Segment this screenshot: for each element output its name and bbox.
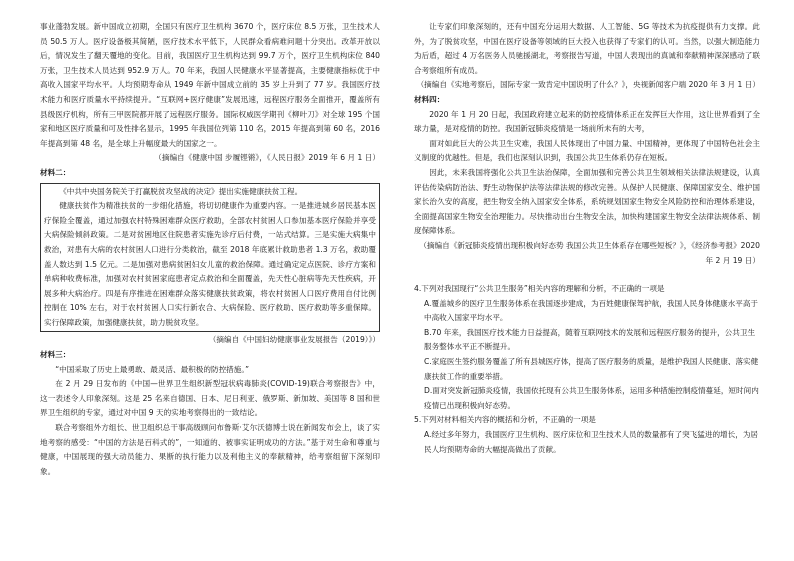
material-heading: 材料二： [40, 167, 71, 177]
option-b: B.70 年来，我国医疗技术能力日益提高，随着互联网技术的发展和远程医疗服务的提升，公共卫生服务整体水平正不断提升。 [424, 327, 756, 352]
option-c: C.家庭医生签约服务覆盖了所有县城医疗体，提高了医疗服务的质量，是维护我国人民健康、落实健康扶贫工作的重要举措。 [424, 357, 759, 381]
question-5: 5.下列对材料相关内容的概括和分析，不正确的一项是 [414, 415, 596, 425]
option-d: D.面对突发新冠肺炎疫情，我国依托现有公共卫生服务体系，运用多种措施控制疫情蔓延，短时间内疫情已出现积极向好态势。 [424, 386, 759, 410]
left-column [40, 20, 380, 479]
paragraph: 让专家们印象深刻的，还有中国充分运用大数据、人工智能、5G 等技术为抗疫提供有力支撑。此外，为了脱贫攻坚，中国在医疗设备等领域的巨大投入也获得了专家们的认可。当然，以强大制造能力为后盾，超过 4 万名医务人员驰援湖北，考察报告写道，中国人表现出的真诚和奉献精神深深感动了联合考察组所有成员。 [414, 22, 760, 75]
paragraph: 健康扶贫作为精准扶贫的一步细化措施，将切切健康作为重要内容。一是推进城乡居民基本医疗保险全覆盖，通过加强农村特殊困难群众医疗救助，全部农村贫困人口参加基本医疗保险并享受大病保险倾斜政策。二是对贫困地区住院患者实施先诊疗后付费，一站式结算。三是实施大病集中救治，对患有大病的农村贫困人口进行分类救治，截至 2018 年底累计救助患者 1.3 万名，救助覆盖人数达到 1.5 亿元。二是加强对患病贫困妇女儿童的救治保障。通过确定定点医院、诊疗方案和单病种收费标准，加强对农村贫困家庭患者定点救治和全面覆盖，先天性心脏病等先天性疾病，开展多种大病治疗。四是有序推进在困难群众落实健康扶贫政策，将农村贫困人口医疗费用自付比例控制在 10% 左右，对于农村贫困人口实行新农合、大病保险、医疗救助、医疗救助等多重保障。实行保障政策，加强健康扶贫，助力脱贫攻坚。 [44, 201, 376, 327]
paragraph: 在 2 月 29 日发布的《中国—世界卫生组织新型冠状病毒肺炎(COVID-19)联合考察报告》中，这一表述令人印象深刻。这是 25 名来自德国、日本、尼日利亚、俄罗斯、新加坡、美国等 8 国和世界卫生组织的专家，通过对中国 9 天的实地考察得出的一致结论。 [40, 379, 380, 418]
source-citation: （摘编自《中国妇幼健康事业发展报告（2019）》） [208, 335, 380, 345]
material-box [40, 183, 380, 333]
option-a: A.经过多年努力，我国医疗卫生机构、医疗床位和卫生技术人员的数量都有了突飞猛进的增长，为居民人均预期寿命的大幅提高做出了贡献。 [424, 430, 759, 454]
source-citation: （摘编自《实地考察后，国际专家一致肯定中国说明了什么？》，央视新闻客户端 2020 年 3 月 1 日） [416, 80, 760, 90]
material-heading: 材料四： [414, 94, 445, 104]
paragraph: 面对如此巨大的公共卫生灾难，我国人民体现出了中国力量、中国精神，更体现了中国特色社会主义制度的优越性。但是，我们也深刻认识到，我国公共卫生体系仍存在短板。 [414, 138, 760, 163]
paragraph: 2020 年 1 月 20 日起，我国政府建立起来的防控疫情体系正在发挥巨大作用，这让世界看到了全球力量，是对疫情的防控。我国新冠肺炎疫情是一场前所未有的大考， [414, 109, 760, 134]
source-citation: （摘编自《健康中国 步履铿锵》，《人民日报》2019 年 6 月 1 日） [154, 153, 380, 163]
material-heading: 材料三： [40, 350, 71, 360]
question-4: 4.下列对我国现行“公共卫生服务”相关内容的理解和分析，不正确的一项是 [414, 284, 665, 294]
paragraph: 《中共中央国务院关于打赢脱贫攻坚战的决定》提出实施健康扶贫工程。 [59, 186, 303, 196]
right-column [414, 20, 760, 457]
paragraph: 因此，未来我国将强化公共卫生法治保障，全面加强和完善公共卫生领域相关法律法规建设，认真评估传染病防治法、野生动物保护法等法律法规的修改完善。从保护人民健康、保障国家安全、维护国家长治久安的高度，把生物安全纳入国家安全体系，系统规划国家生物安全风险防控和治理体系建设，全面提高国家生物安全治理能力。尽快推动出台生物安全法，加快构建国家生物安全法律法规体系、制度保障体系。 [414, 167, 760, 236]
paragraph: 联合考察组外方组长、世卫组织总干事高级顾问布鲁斯·艾尔沃德博士说在新闻发布会上，谈了实地考察的感受：“中国的方法是百科式的”，一知道的、被事实证明成功的方法。”基于对生命和尊重与健康，中国展现的强大动员能力、果断的执行能力以及利他主义的奉献精神，给考察组留下深刻印象。 [40, 423, 380, 476]
paragraph: “中国采取了历史上最勇敢、最灵活、最积极的防控措施。” [55, 364, 250, 374]
source-citation: （摘编自《新冠肺炎疫情出现积极向好态势 我国公共卫生体系存在哪些短板？》，《经济参考报》2020 年 2 月 19 日） [419, 240, 760, 265]
option-a: A.覆盖城乡的医疗卫生服务体系在我国逐步建成，为百姓健康保驾护航，我国人民身体健康水平高于中高收入国家平均水平。 [424, 298, 759, 323]
paragraph: 事业蓬勃发展。新中国成立初期，全国只有医疗卫生机构 3670 个，医疗床位 8.5 万张，卫生技术人员 50.5 万人。医疗设备极其简陋，医疗技术水平低下，人民群众看病难问题十分突出。改革开放以后，情况发生了翻天覆地的变化。目前，我国医疗卫生机构达到 99.7 万个，医疗卫生机构床位 840 万张，卫生技术人员达到 952.9 万人。70 年来，我国人民健康水平显著提高，主要健康指标优于中高收入国家平均水平。人均预期寿命从 1949 年新中国成立前的 35 岁上升到了 77 岁。我国医疗技术能力和医疗质量水平持续提升。“互联网+医疗健康”发展迅速，远程医疗服务全面推开，覆盖所有县级医疗机构，所有三甲医院都开展了远程医疗服务。国际权威医学期刊《柳叶刀》对全球 195 个国家和地区医疗质量和可及性排名显示，1995 年我国位列第 110 名，2015 年提高到第 60 名，2016 年提高到第 48 名，是全球上升幅度最大的国家之一。 [40, 22, 380, 148]
